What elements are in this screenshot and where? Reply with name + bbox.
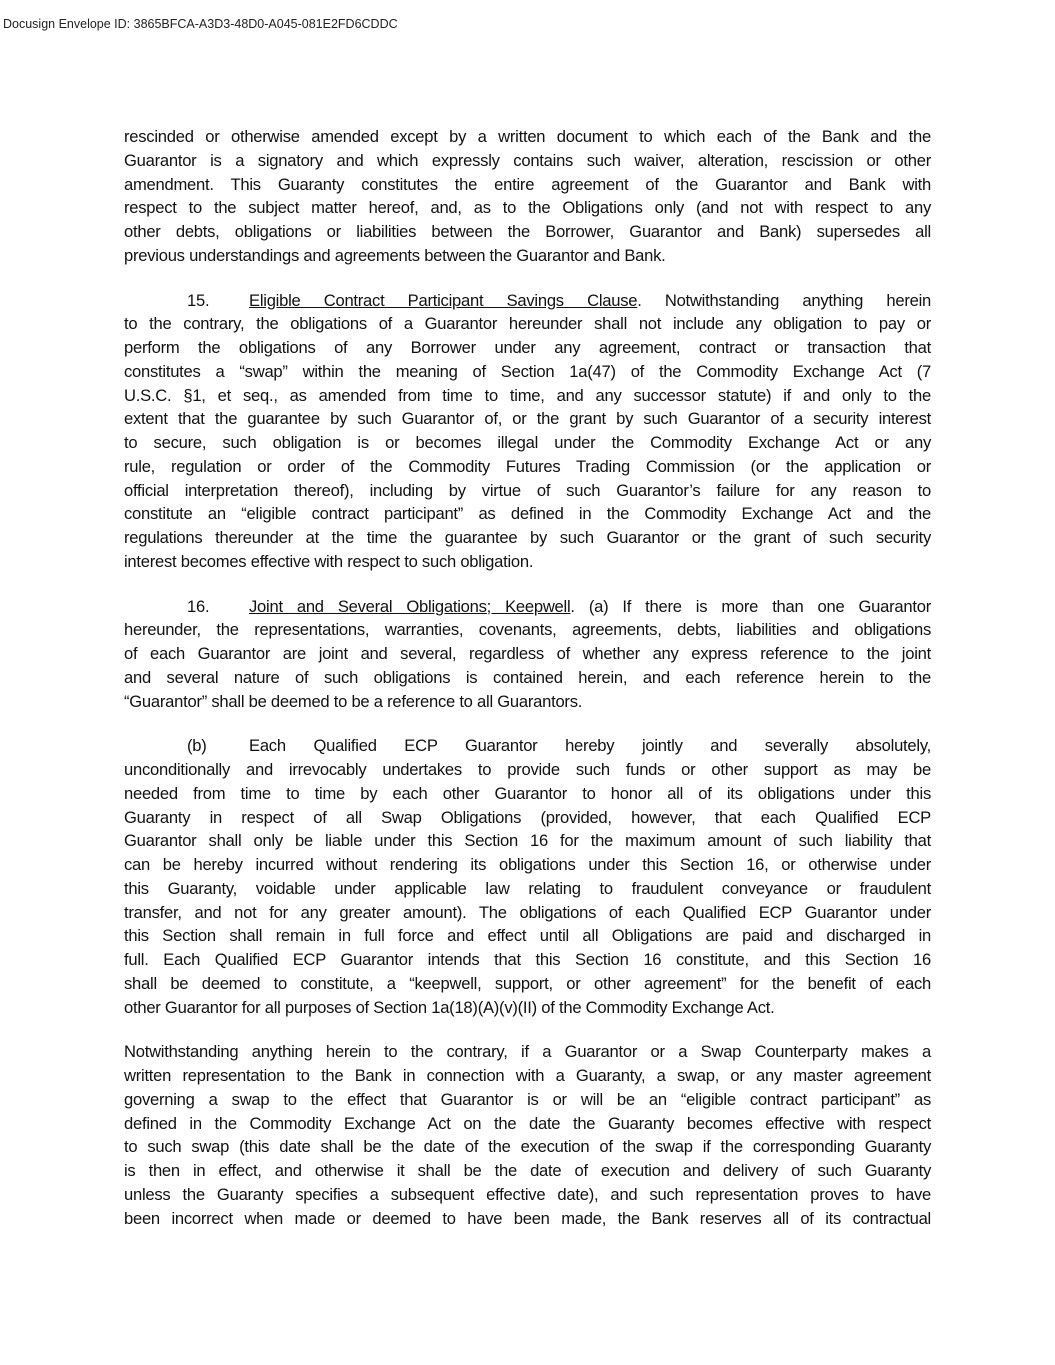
section-number: (b): [187, 736, 207, 756]
section-number: 15.: [187, 290, 210, 310]
line-text: Guarantor is a signatory and which expressly contains such waiver, alteration, rescission or other: [124, 150, 931, 170]
line-text: to the contrary, the obligations of a Guarantor hereunder shall not include any obligation to pay or: [124, 314, 931, 334]
text-line: [124, 782, 931, 806]
text-line: [124, 901, 931, 925]
text-line: [124, 948, 931, 972]
line-text: Each Qualified ECP Guarantor hereby jointly and severally absolutely,: [249, 736, 931, 756]
text-line: [124, 125, 931, 149]
text-line: [124, 758, 931, 782]
line-text: interest becomes effective with respect to such obligation.: [124, 551, 534, 571]
docusign-envelope-id: Docusign Envelope ID: 3865BFCA-A3D3-48D0-A045-081E2FD6CDDC: [3, 17, 398, 31]
paragraph: [124, 595, 931, 714]
text-line: [124, 829, 931, 853]
line-text: written representation to the Bank in connection with a Guaranty, a swap, or any master agreement: [124, 1066, 931, 1085]
line-text: to such swap (this date shall be the date of the execution of the swap if the corresponding Guaranty: [124, 1137, 931, 1157]
paragraph: [124, 1040, 931, 1230]
text-line: [124, 1159, 931, 1183]
line-text: constitutes a “swap” within the meaning of Section 1a(47) of the Commodity Exchange Act (7: [124, 361, 931, 381]
line-text: to secure, such obligation is or becomes illegal under the Commodity Exchange Act or any: [124, 433, 931, 452]
text-line: [124, 972, 931, 996]
line-text: full. Each Qualified ECP Guarantor intends that this Section 16 constitute, and this Section 16: [124, 950, 931, 969]
line-text: official interpretation thereof), including by virtue of such Guarantor’s failure for any reason to: [124, 480, 931, 500]
text-line: [124, 220, 931, 244]
line-text: U.S.C. §1, et seq., as amended from time to time, and any successor statute) if and only to the: [124, 385, 931, 405]
line-text: transfer, and not for any greater amount). The obligations of each Qualified ECP Guarantor under: [124, 902, 931, 922]
line-text: unless the Guaranty specifies a subsequent effective date), and such representation proves to have: [124, 1184, 931, 1204]
line-text: amendment. This Guaranty constitutes the entire agreement of the Guarantor and Bank with: [124, 174, 931, 194]
document-body: [124, 125, 931, 1251]
line-text: of each Guarantor are joint and several, regardless of whether any express reference to the joint: [124, 644, 931, 663]
line-text: hereunder, the representations, warranties, covenants, agreements, debts, liabilities and obligations: [124, 620, 931, 640]
text-line: [124, 384, 931, 408]
text-line: [124, 1207, 931, 1231]
line-text: Guarantor shall only be liable under this Section 16 for the maximum amount of such liability that: [124, 831, 931, 851]
line-text: other Guarantor for all purposes of Section 1a(18)(A)(v)(II) of the Commodity Exchange Act.: [124, 997, 775, 1017]
text-line: [124, 360, 931, 384]
line-text: and several nature of such obligations is contained herein, and each reference herein to the: [124, 667, 931, 687]
line-text: is then in effect, and otherwise it shall be the date of execution and delivery of such Guaranty: [124, 1161, 931, 1180]
line-text: can be hereby incurred without rendering its obligations under this Section 16, or otherwise under: [124, 855, 931, 874]
line-text: this Section shall remain in full force and effect until all Obligations are paid and discharged in: [124, 926, 931, 946]
line-text: rule, regulation or order of the Commodity Futures Trading Commission (or the application or: [124, 456, 931, 476]
text-line: [124, 196, 931, 220]
paragraph: [124, 289, 931, 574]
paragraph: [124, 125, 931, 268]
line-text: extent that the guarantee by such Guarantor of, or the grant by such Guarantor of a security interest: [124, 409, 931, 429]
line-text: shall be deemed to constitute, a “keepwell, support, or other agreement” for the benefit of each: [124, 973, 931, 993]
line-text: defined in the Commodity Exchange Act on the date the Guaranty becomes effective with respect: [124, 1113, 931, 1133]
text-line: [124, 666, 931, 690]
text-line: [124, 407, 931, 431]
paragraph: [124, 734, 931, 1019]
section-heading: Joint and Several Obligations; Keepwell: [249, 596, 571, 616]
line-text: “Guarantor” shall be deemed to be a reference to all Guarantors.: [124, 691, 583, 711]
line-text: respect to the subject matter hereof, and, as to the Obligations only (and not with respect to any: [124, 198, 931, 218]
text-line: [124, 690, 931, 714]
line-text: governing a swap to the effect that Guarantor is or will be an “eligible contract participant” as: [124, 1089, 931, 1109]
text-line: [124, 1040, 931, 1064]
line-text: Guaranty in respect of all Swap Obligations (provided, however, that each Qualified ECP: [124, 807, 931, 827]
text-line: [124, 996, 931, 1020]
text-line: [124, 924, 931, 948]
text-line: [124, 502, 931, 526]
line-text: rescinded or otherwise amended except by a written document to which each of the Bank and the: [124, 127, 931, 146]
section-number: 16.: [187, 596, 210, 616]
line-text: perform the obligations of any Borrower under any agreement, contract or transaction that: [124, 338, 931, 357]
line-text: . Notwithstanding anything herein: [637, 290, 931, 310]
text-line: [124, 455, 931, 479]
text-line: [124, 1183, 931, 1207]
text-line: [124, 336, 931, 360]
line-text: this Guaranty, voidable under applicable law relating to fraudulent conveyance or fraudulent: [124, 878, 931, 898]
text-line: [124, 244, 931, 268]
text-line: [124, 642, 931, 666]
text-line: [124, 550, 931, 574]
text-line: [124, 853, 931, 877]
line-text: unconditionally and irrevocably undertakes to provide such funds or other support as may be: [124, 760, 931, 779]
text-line: [124, 526, 931, 550]
text-line: [124, 173, 931, 197]
paragraph-first-line: [124, 734, 931, 758]
line-text: constitute an “eligible contract participant” as defined in the Commodity Exchange Act and the: [124, 504, 931, 524]
section-heading: Eligible Contract Participant Savings Clause: [249, 290, 638, 310]
text-line: [124, 149, 931, 173]
line-text: . (a) If there is more than one Guarantor: [570, 596, 931, 616]
text-line: [124, 618, 931, 642]
text-line: [124, 431, 931, 455]
line-text: regulations thereunder at the time the guarantee by such Guarantor or the grant of such security: [124, 528, 931, 547]
line-text: been incorrect when made or deemed to have been made, the Bank reserves all of its contractual: [124, 1208, 931, 1228]
paragraph-first-line: [124, 595, 931, 619]
text-line: [124, 1135, 931, 1159]
text-line: [124, 1088, 931, 1112]
line-text: previous understandings and agreements between the Guarantor and Bank.: [124, 245, 666, 265]
text-line: [124, 479, 931, 503]
text-line: [124, 1064, 931, 1088]
line-text: Notwithstanding anything herein to the contrary, if a Guarantor or a Swap Counterparty makes a: [124, 1042, 931, 1062]
paragraph-first-line: [124, 289, 931, 313]
text-line: [124, 312, 931, 336]
text-line: [124, 877, 931, 901]
line-text: needed from time to time by each other Guarantor to honor all of its obligations under this: [124, 783, 931, 803]
text-line: [124, 1112, 931, 1136]
line-text: other debts, obligations or liabilities between the Borrower, Guarantor and Bank) supersedes all: [124, 222, 931, 241]
text-line: [124, 806, 931, 830]
